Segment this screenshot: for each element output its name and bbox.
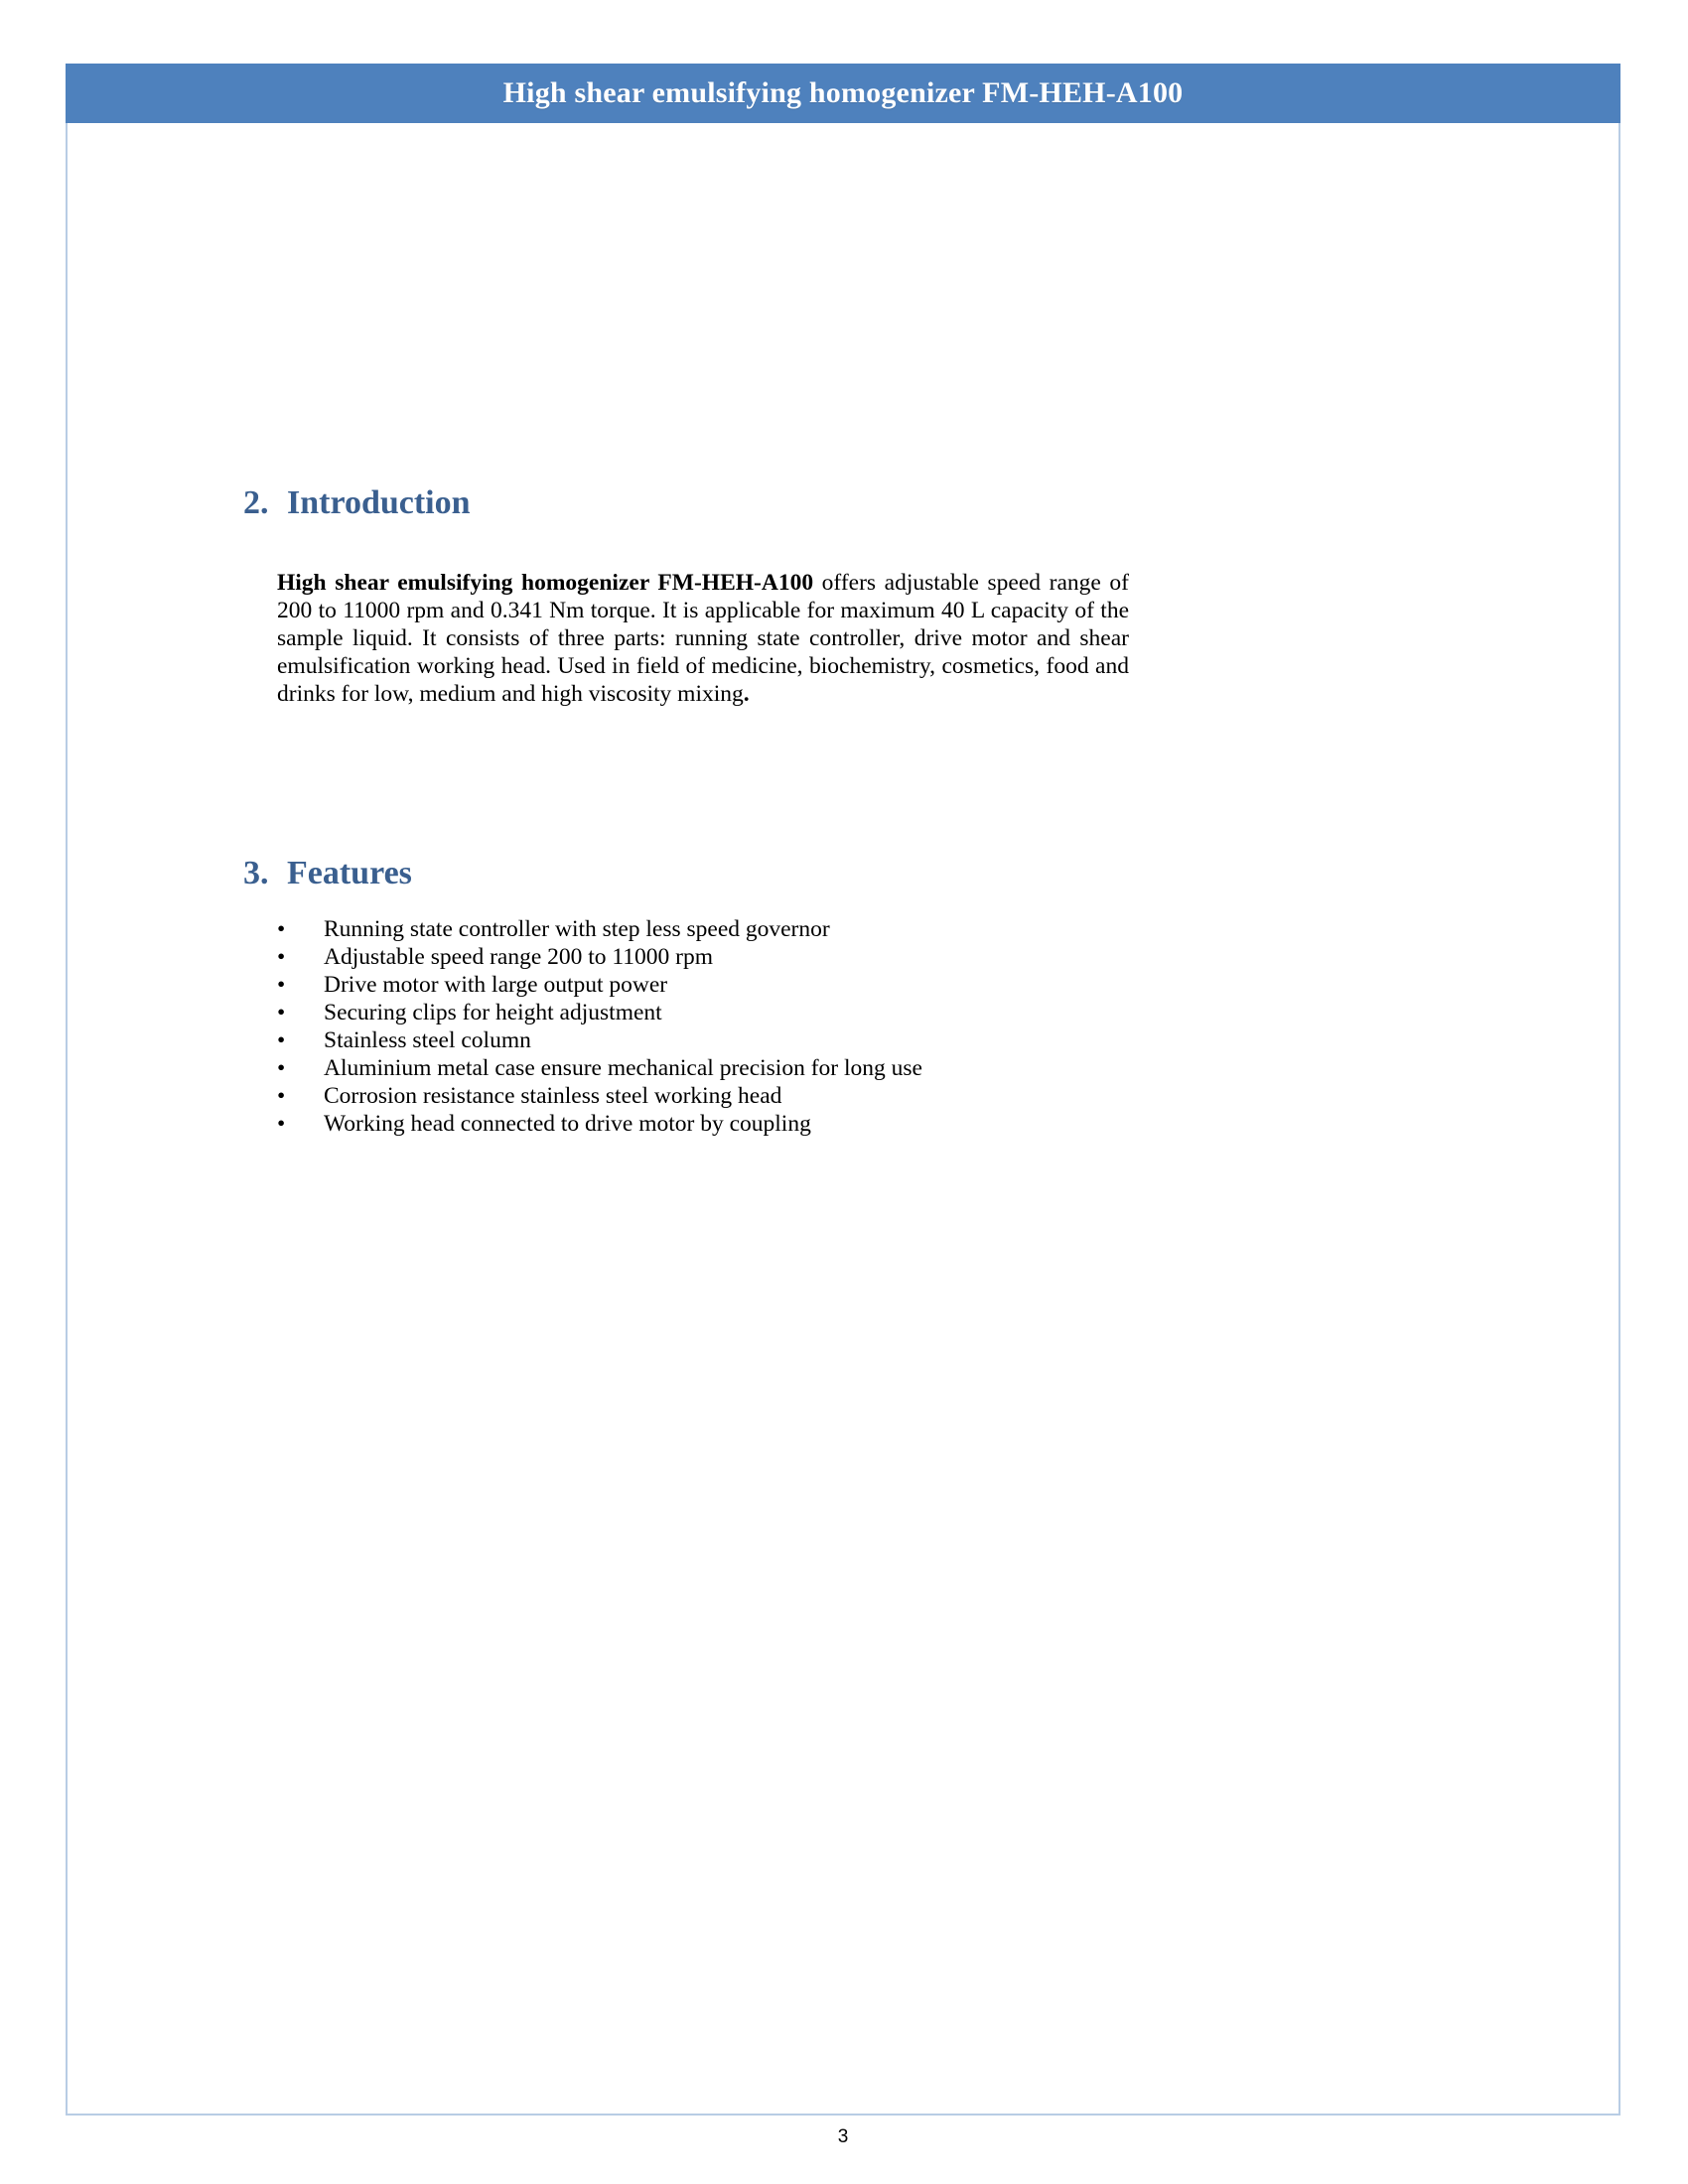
list-item-label: Stainless steel column xyxy=(324,1027,531,1053)
introduction-paragraph xyxy=(277,569,1129,708)
bullet-icon: • xyxy=(277,1083,286,1109)
introduction-paragraph-lead: High shear emulsifying homogenizer FM-HEH-A100 xyxy=(277,569,814,596)
section-heading-introduction xyxy=(243,484,471,522)
bullet-icon: • xyxy=(277,972,286,998)
document-title: High shear emulsifying homogenizer FM-HEH-A100 xyxy=(502,76,1184,109)
bullet-icon: • xyxy=(277,944,286,970)
section-heading-features xyxy=(243,855,412,892)
introduction-paragraph-terminator: . xyxy=(743,680,750,707)
list-item-label: Drive motor with large output power xyxy=(324,972,668,998)
document-title-banner xyxy=(66,64,1620,123)
page-number: 3 xyxy=(837,2126,849,2147)
list-item xyxy=(277,971,1270,999)
list-item-label: Adjustable speed range 200 to 11000 rpm xyxy=(324,944,714,970)
bullet-icon: • xyxy=(277,1055,286,1081)
bullet-icon: • xyxy=(277,916,286,942)
bullet-icon: • xyxy=(277,1027,286,1053)
section-title-introduction: Introduction xyxy=(287,484,471,521)
list-item-label: Securing clips for height adjustment xyxy=(324,1000,662,1025)
list-item xyxy=(277,1110,1270,1138)
introduction-paragraph-body: offers adjustable speed range of 200 to 11000 rpm and 0.341 Nm torque. It is applicable for maximum 40 L capacity of the sample liquid. It consists of three parts: running state controller, drive motor and shear emulsification working head. Used in field of medicine, biochemistry, cosmetics, food and drinks for low, medium and high viscosity mixing xyxy=(277,569,1130,707)
list-item xyxy=(277,999,1270,1026)
list-item-label: Running state controller with step less speed governor xyxy=(324,916,830,942)
list-item-label: Corrosion resistance stainless steel working head xyxy=(324,1083,782,1109)
bullet-icon: • xyxy=(277,1111,286,1137)
list-item xyxy=(277,915,1270,943)
list-item xyxy=(277,1054,1270,1082)
list-item xyxy=(277,1026,1270,1054)
section-title-features: Features xyxy=(287,855,412,891)
section-number-introduction: 2. xyxy=(243,484,269,521)
list-item-label: Aluminium metal case ensure mechanical precision for long use xyxy=(324,1055,922,1081)
bullet-icon: • xyxy=(277,1000,286,1025)
list-item xyxy=(277,943,1270,971)
page-content xyxy=(66,123,1620,2147)
list-item-label: Working head connected to drive motor by coupling xyxy=(324,1111,811,1137)
list-item xyxy=(277,1082,1270,1110)
section-number-features: 3. xyxy=(243,855,269,891)
features-bullet-list xyxy=(277,915,1270,1138)
